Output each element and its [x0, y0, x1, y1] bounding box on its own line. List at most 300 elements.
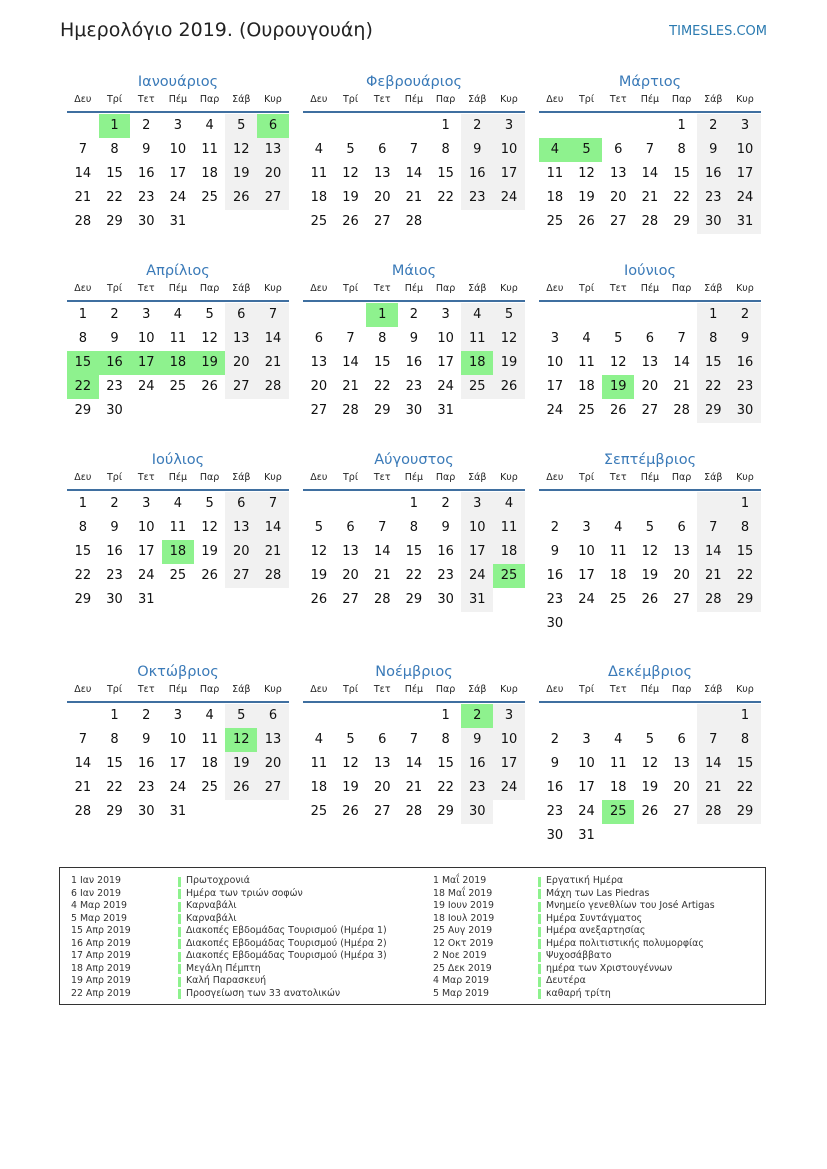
day-cell: 21 [697, 564, 729, 588]
day-cell: 29 [74, 403, 92, 418]
day-cell: 14 [405, 166, 423, 181]
weekday-label: Τρί [343, 283, 359, 294]
holiday-day-cell: 25 [602, 800, 634, 824]
month-name: Νοέμβριος [375, 664, 453, 680]
legend-color-marker [178, 952, 181, 962]
weekday-label: Σάβ [704, 94, 723, 105]
empty-cell [67, 114, 99, 138]
day-cell: 15 [729, 752, 761, 776]
legend-date: 6 Ιαν 2019 [71, 887, 121, 899]
legend-holiday-name: Δευτέρα [546, 975, 586, 986]
weekday-label: Δευ [546, 472, 564, 483]
day-cell: 16 [137, 166, 155, 181]
day-cell: 22 [437, 780, 454, 795]
day-cell: 8 [729, 728, 761, 752]
day-cell: 14 [257, 516, 289, 540]
day-cell: 30 [546, 616, 564, 631]
holiday-day-cell: 17 [130, 351, 162, 375]
day-cell: 23 [106, 568, 123, 583]
legend-holiday-name: Διακοπές Εβδομάδας Τουρισμού (Ημέρα 2) [186, 937, 387, 949]
legend-date: 16 Απρ 2019 [71, 937, 131, 949]
day-cell: 11 [310, 756, 328, 771]
day-cell: 14 [373, 544, 391, 559]
weekday-label: Παρ [671, 94, 692, 105]
day-cell: 10 [578, 544, 595, 559]
weekday-label: Τετ [137, 283, 155, 294]
site-link[interactable]: TIMESLES.COM [669, 24, 767, 39]
day-cell: 12 [342, 756, 359, 771]
day-cell: 13 [310, 355, 328, 370]
day-cell: 8 [110, 732, 119, 747]
legend-color-marker [178, 927, 181, 937]
day-cell: 22 [673, 190, 690, 205]
weekday-label: Δευ [546, 94, 564, 105]
weekday-label: Παρ [199, 684, 220, 695]
day-cell: 18 [609, 780, 627, 795]
weekday-label: Σάβ [704, 684, 723, 695]
weekday-label: Σάβ [232, 684, 251, 695]
day-cell: 19 [225, 752, 257, 776]
day-cell: 20 [373, 190, 391, 205]
weekday-label: Τετ [609, 684, 627, 695]
day-cell: 16 [405, 355, 423, 370]
day-cell: 27 [257, 186, 289, 210]
day-cell: 24 [578, 804, 595, 819]
day-cell: 29 [106, 214, 123, 229]
day-cell: 10 [137, 331, 155, 346]
day-cell: 27 [257, 776, 289, 800]
month-calendar [303, 450, 525, 612]
day-cell: 24 [461, 564, 493, 588]
day-cell: 5 [493, 303, 525, 327]
holiday-day-cell: 25 [493, 564, 525, 588]
day-grid [303, 114, 525, 234]
weekday-label: Σάβ [232, 283, 251, 294]
day-cell: 28 [405, 804, 423, 819]
day-cell: 23 [729, 375, 761, 399]
legend-date: 15 Απρ 2019 [71, 925, 131, 936]
day-cell: 26 [201, 568, 218, 583]
day-cell: 10 [578, 756, 595, 771]
day-cell: 6 [225, 492, 257, 516]
day-cell: 15 [437, 756, 454, 771]
weekday-label: Τρί [107, 472, 123, 483]
legend-date: 5 Μαρ 2019 [433, 987, 490, 999]
holiday-day-cell: 15 [67, 351, 99, 375]
day-cell: 18 [201, 166, 218, 181]
empty-cell [634, 704, 666, 728]
day-cell: 3 [582, 520, 591, 535]
legend-holiday-name: καθαρή τρίτη [546, 987, 611, 999]
empty-cell [539, 704, 571, 728]
day-cell: 12 [641, 544, 659, 559]
weekday-label: Παρ [671, 283, 692, 294]
weekday-label: Δευ [310, 94, 328, 105]
month-calendar [67, 662, 289, 824]
day-cell: 25 [310, 804, 328, 819]
day-cell: 10 [493, 138, 525, 162]
day-cell: 5 [205, 307, 214, 322]
day-cell: 25 [201, 190, 218, 205]
day-cell: 26 [578, 214, 595, 229]
weekday-header [539, 683, 761, 703]
day-cell: 20 [641, 379, 659, 394]
holiday-day-cell: 1 [366, 303, 398, 327]
day-cell: 28 [373, 592, 391, 607]
day-cell: 6 [314, 331, 323, 346]
day-cell: 2 [409, 307, 419, 322]
day-cell: 29 [729, 588, 761, 612]
day-cell: 14 [697, 540, 729, 564]
weekday-label: Δευ [74, 94, 92, 105]
day-cell: 30 [729, 399, 761, 423]
holiday-day-cell: 19 [194, 351, 226, 375]
day-cell: 11 [493, 516, 525, 540]
holiday-day-cell: 1 [99, 114, 131, 138]
day-cell: 28 [697, 800, 729, 824]
legend-color-marker [538, 964, 541, 974]
weekday-label: Τρί [107, 283, 123, 294]
day-cell: 30 [137, 804, 155, 819]
day-cell: 8 [409, 520, 419, 535]
weekday-label: Τρί [343, 94, 359, 105]
day-cell: 12 [641, 756, 659, 771]
page-title: Ημερολόγιο 2019. (Ουρουγουάη) [60, 19, 373, 41]
weekday-label: Τετ [373, 283, 391, 294]
day-cell: 18 [310, 190, 328, 205]
day-cell: 15 [106, 166, 123, 181]
day-cell: 6 [378, 732, 387, 747]
day-cell: 22 [405, 568, 423, 583]
day-cell: 19 [578, 190, 595, 205]
holiday-day-cell: 16 [99, 351, 131, 375]
day-cell: 20 [225, 540, 257, 564]
empty-cell [335, 704, 367, 728]
day-cell: 15 [106, 756, 123, 771]
day-cell: 31 [729, 210, 761, 234]
day-cell: 8 [378, 331, 387, 346]
day-cell: 22 [729, 776, 761, 800]
day-cell: 29 [405, 592, 423, 607]
legend-date: 1 Ιαν 2019 [71, 875, 121, 886]
day-cell: 1 [729, 704, 761, 728]
day-cell: 1 [441, 118, 450, 133]
empty-cell [335, 114, 367, 138]
day-cell: 31 [461, 588, 493, 612]
day-cell: 8 [697, 327, 729, 351]
day-cell: 21 [257, 540, 289, 564]
day-cell: 31 [169, 804, 187, 819]
day-grid [539, 704, 761, 848]
legend-holiday-name: Καρναβάλι [186, 900, 237, 911]
day-cell: 25 [169, 568, 187, 583]
day-cell: 13 [373, 756, 391, 771]
weekday-label: Τετ [373, 684, 391, 695]
day-cell: 28 [697, 588, 729, 612]
day-cell: 8 [441, 142, 450, 157]
day-cell: 22 [697, 375, 729, 399]
day-cell: 15 [74, 544, 92, 559]
day-cell: 2 [110, 307, 119, 322]
day-cell: 23 [137, 780, 155, 795]
day-cell: 18 [493, 540, 525, 564]
weekday-label: Τετ [373, 94, 391, 105]
day-cell: 31 [578, 828, 595, 843]
day-cell: 2 [441, 496, 450, 511]
weekday-label: Δευ [310, 283, 328, 294]
day-cell: 4 [614, 732, 623, 747]
legend-color-marker [538, 889, 541, 899]
day-cell: 15 [729, 540, 761, 564]
day-grid [539, 492, 761, 636]
day-cell: 1 [729, 492, 761, 516]
day-cell: 1 [110, 708, 119, 723]
day-cell: 7 [346, 331, 355, 346]
day-cell: 17 [729, 162, 761, 186]
day-cell: 27 [225, 375, 257, 399]
day-cell: 27 [673, 804, 690, 819]
day-cell: 28 [257, 564, 289, 588]
day-cell: 10 [169, 732, 187, 747]
day-cell: 29 [74, 592, 92, 607]
day-grid [303, 704, 525, 824]
day-cell: 22 [106, 190, 123, 205]
day-cell: 12 [578, 166, 595, 181]
day-cell: 21 [74, 780, 92, 795]
day-cell: 3 [173, 118, 183, 133]
legend-holiday-name: Καλή Παρασκευή [186, 975, 267, 986]
day-cell: 3 [461, 492, 493, 516]
legend-date: 17 Απρ 2019 [71, 950, 131, 961]
day-cell: 12 [609, 355, 627, 370]
day-cell: 28 [74, 214, 92, 229]
day-cell: 26 [225, 776, 257, 800]
legend-color-marker [538, 977, 541, 987]
day-cell: 20 [373, 780, 391, 795]
day-cell: 20 [673, 780, 690, 795]
weekday-label: Παρ [671, 472, 692, 483]
day-grid [67, 492, 289, 612]
day-cell: 6 [645, 331, 655, 346]
empty-cell [602, 492, 634, 516]
day-cell: 29 [673, 214, 690, 229]
legend-color-marker [178, 977, 181, 987]
day-cell: 14 [74, 166, 92, 181]
day-cell: 14 [257, 327, 289, 351]
empty-cell [571, 114, 603, 138]
weekday-label: Τρί [579, 94, 595, 105]
month-name: Ιανουάριος [137, 74, 219, 90]
day-cell: 26 [609, 403, 627, 418]
day-cell: 29 [437, 804, 454, 819]
day-cell: 7 [78, 732, 87, 747]
month-calendar [539, 72, 761, 234]
day-cell: 27 [225, 564, 257, 588]
day-cell: 5 [645, 732, 655, 747]
day-cell: 23 [137, 190, 155, 205]
empty-cell [634, 492, 666, 516]
day-grid [67, 704, 289, 824]
day-cell: 22 [729, 564, 761, 588]
legend-date: 4 Μαρ 2019 [433, 975, 490, 986]
day-cell: 24 [137, 379, 155, 394]
month-calendar [67, 450, 289, 612]
day-cell: 30 [461, 800, 493, 824]
day-cell: 12 [342, 166, 359, 181]
weekday-label: Σάβ [468, 94, 487, 105]
weekday-label: Πέμ [404, 94, 424, 105]
weekday-header [303, 683, 525, 703]
day-cell: 9 [729, 327, 761, 351]
day-cell: 23 [437, 568, 454, 583]
legend-color-marker [538, 877, 541, 887]
day-cell: 15 [697, 351, 729, 375]
day-cell: 30 [137, 214, 155, 229]
weekday-header [539, 93, 761, 113]
day-cell: 28 [673, 403, 690, 418]
day-cell: 27 [609, 214, 627, 229]
legend-color-marker [178, 877, 181, 887]
day-cell: 21 [697, 776, 729, 800]
weekday-label: Παρ [435, 472, 456, 483]
day-cell: 2 [550, 520, 559, 535]
month-calendar [539, 662, 761, 848]
day-cell: 31 [137, 592, 155, 607]
weekday-label: Πέμ [640, 94, 660, 105]
empty-cell [303, 303, 335, 327]
day-cell: 23 [697, 186, 729, 210]
empty-cell [602, 704, 634, 728]
weekday-header [539, 282, 761, 302]
day-cell: 13 [225, 327, 257, 351]
weekday-label: Πέμ [168, 684, 188, 695]
weekday-label: Κυρ [264, 283, 282, 294]
empty-cell [303, 114, 335, 138]
day-cell: 7 [378, 520, 387, 535]
month-name: Απρίλιος [146, 263, 210, 279]
day-cell: 19 [342, 780, 359, 795]
empty-cell [398, 704, 430, 728]
day-cell: 6 [677, 732, 686, 747]
legend-holiday-name: Διακοπές Εβδομάδας Τουρισμού (Ημέρα 3) [186, 950, 387, 961]
legend-color-marker [538, 989, 541, 999]
empty-cell [666, 303, 698, 327]
day-cell: 26 [342, 214, 359, 229]
empty-cell [67, 704, 99, 728]
day-cell: 26 [493, 375, 525, 399]
weekday-label: Τετ [137, 94, 155, 105]
month-name: Ιούνιος [624, 263, 676, 279]
month-name: Αύγουστος [374, 452, 454, 468]
day-cell: 19 [641, 568, 659, 583]
weekday-header [67, 471, 289, 491]
day-cell: 2 [142, 708, 151, 723]
day-cell: 17 [437, 355, 454, 370]
day-cell: 29 [697, 399, 729, 423]
day-cell: 24 [493, 776, 525, 800]
day-cell: 10 [546, 355, 564, 370]
day-cell: 3 [441, 307, 450, 322]
day-cell: 30 [546, 828, 564, 843]
weekday-label: Τρί [579, 283, 595, 294]
weekday-label: Κυρ [736, 684, 754, 695]
day-cell: 25 [310, 214, 328, 229]
legend-color-marker [538, 914, 541, 924]
day-grid [67, 303, 289, 423]
day-cell: 4 [614, 520, 623, 535]
day-cell: 15 [405, 544, 423, 559]
weekday-label: Τρί [107, 94, 123, 105]
day-cell: 29 [729, 800, 761, 824]
weekday-label: Σάβ [704, 472, 723, 483]
day-cell: 5 [346, 732, 355, 747]
day-cell: 24 [137, 568, 155, 583]
day-cell: 3 [493, 114, 525, 138]
day-cell: 31 [169, 214, 187, 229]
weekday-label: Τετ [373, 472, 391, 483]
legend-holiday-name: Μνημείο γενεθλίων του José Artigas [546, 900, 715, 911]
day-cell: 16 [546, 568, 564, 583]
weekday-label: Πέμ [168, 283, 188, 294]
legend-holiday-name: Εργατική Ημέρα [546, 875, 624, 886]
day-cell: 21 [405, 190, 423, 205]
day-cell: 1 [409, 496, 419, 511]
weekday-label: Πέμ [640, 283, 660, 294]
day-cell: 10 [493, 728, 525, 752]
day-cell: 9 [110, 520, 119, 535]
day-cell: 21 [342, 379, 359, 394]
legend-holiday-name: Προσγείωση των 33 ανατολικών [186, 987, 341, 999]
day-cell: 9 [142, 142, 151, 157]
legend-color-marker [178, 964, 181, 974]
day-cell: 24 [546, 403, 564, 418]
day-cell: 12 [225, 138, 257, 162]
weekday-label: Παρ [199, 283, 220, 294]
day-cell: 9 [461, 138, 493, 162]
weekday-label: Τετ [609, 94, 627, 105]
day-cell: 23 [546, 804, 564, 819]
day-grid [67, 114, 289, 234]
day-cell: 20 [609, 190, 627, 205]
day-cell: 10 [137, 520, 155, 535]
day-cell: 9 [697, 138, 729, 162]
legend-date: 25 Αυγ 2019 [433, 925, 493, 936]
day-cell: 24 [169, 780, 187, 795]
day-cell: 25 [609, 592, 627, 607]
day-cell: 19 [225, 162, 257, 186]
legend-color-marker [538, 927, 541, 937]
day-cell: 30 [437, 592, 454, 607]
month-calendar [539, 261, 761, 423]
legend-color-marker [538, 902, 541, 912]
day-cell: 23 [106, 379, 123, 394]
weekday-label: Δευ [74, 472, 92, 483]
day-cell: 6 [225, 303, 257, 327]
day-cell: 11 [169, 520, 187, 535]
day-cell: 11 [546, 166, 564, 181]
day-cell: 2 [729, 303, 761, 327]
legend-color-marker [538, 939, 541, 949]
day-cell: 21 [373, 568, 391, 583]
day-cell: 14 [673, 355, 690, 370]
legend-date: 19 Απρ 2019 [71, 975, 131, 986]
day-cell: 4 [582, 331, 591, 346]
day-cell: 19 [493, 351, 525, 375]
day-cell: 9 [409, 331, 419, 346]
weekday-label: Πέμ [404, 472, 424, 483]
day-cell: 27 [342, 592, 359, 607]
weekday-header [67, 93, 289, 113]
